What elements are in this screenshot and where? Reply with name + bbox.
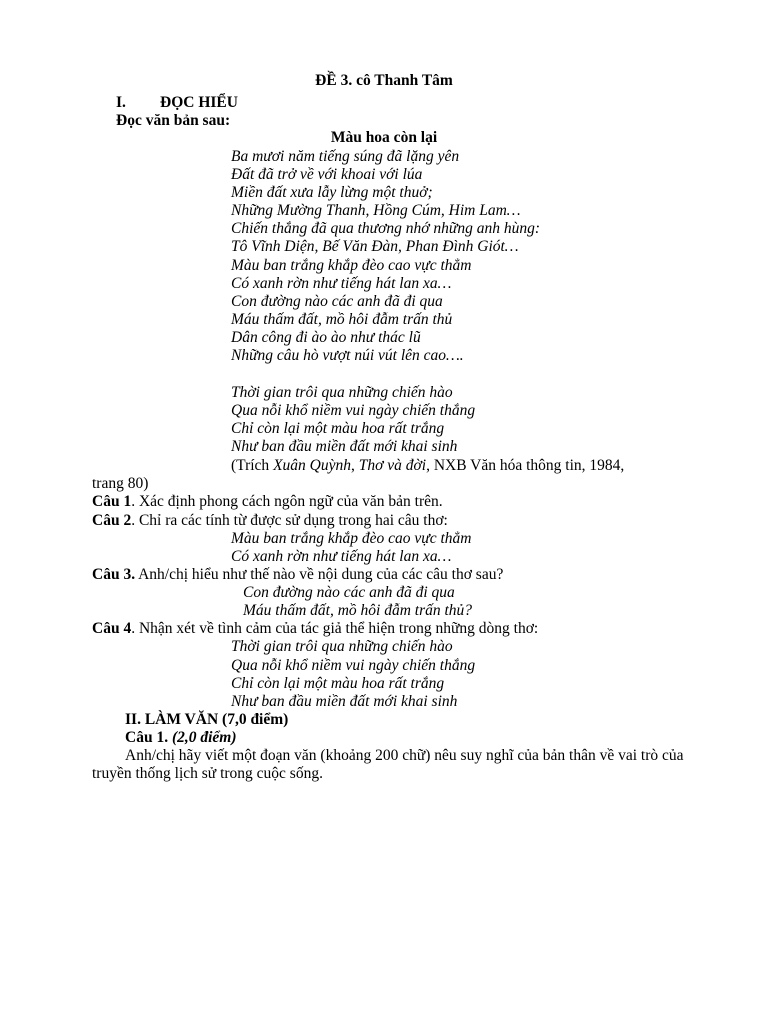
question-3-text: Anh/chị hiểu như thế nào về nội dung của các câu thơ sau?	[135, 566, 504, 583]
section1-heading: ĐỌC HIỂU	[160, 94, 238, 111]
section2-heading: II. LÀM VĂN (7,0 điểm)	[125, 711, 289, 728]
poem-line: Con đường nào các anh đã đi qua	[231, 293, 443, 310]
section1-number: I.	[116, 94, 126, 111]
source-rest: , NXB Văn hóa thông tin, 1984,	[426, 457, 625, 474]
poem-title: Màu hoa còn lại	[330, 129, 438, 146]
poem-line: Ba mươi năm tiếng súng đã lặng yên	[231, 148, 460, 165]
poem-source	[231, 457, 624, 475]
poem-line: Miền đất xưa lẫy lừng một thuở;	[231, 184, 433, 201]
question-2-label: Câu 2	[92, 512, 132, 529]
poem-line: Qua nỗi khổ niềm vui ngày chiến thắng	[231, 402, 476, 419]
question-2	[92, 512, 448, 530]
question-4-text: . Nhận xét về tình cảm của tác giả thể hiện trong những dòng thơ:	[131, 620, 539, 637]
question-4	[92, 620, 538, 638]
poem-line: Những Mường Thanh, Hồng Cúm, Him Lam…	[231, 202, 521, 219]
source-book: Thơ và đời	[358, 457, 427, 474]
poem-line: Như ban đầu miền đất mới khai sinh	[231, 438, 458, 455]
poem-line: Màu ban trắng khắp đèo cao vực thẳm	[231, 257, 472, 274]
quoted-line: Chỉ còn lại một màu hoa rất trắng	[231, 675, 445, 692]
essay-prompt: Anh/chị hãy viết một đoạn văn (khoảng 200 chữ) nêu suy nghĩ của bản thân về vai trò của truyền thống lịch sử trong cuộc sống.	[92, 747, 684, 782]
question-4-label: Câu 4	[92, 620, 132, 637]
poem-source-continued: trang 80)	[92, 475, 149, 492]
question-3	[92, 566, 503, 584]
poem-line: Máu thấm đất, mồ hôi đẫm trấn thủ	[231, 311, 453, 328]
question-1	[92, 493, 443, 511]
question-2-text: . Chỉ ra các tính từ được sử dụng trong hai câu thơ:	[131, 512, 448, 529]
poem-line: Thời gian trôi qua những chiến hào	[231, 384, 453, 401]
essay-question-1	[125, 729, 237, 747]
essay-question-label: Câu 1.	[125, 729, 169, 746]
question-1-text: . Xác định phong cách ngôn ngữ của văn bản trên.	[131, 493, 443, 510]
quoted-line: Con đường nào các anh đã đi qua	[243, 584, 455, 601]
poem-line: Chiến thắng đã qua thương nhớ những anh hùng:	[231, 220, 541, 237]
source-prefix: (Trích	[231, 457, 274, 474]
quoted-line: Màu ban trắng khắp đèo cao vực thẳm	[231, 530, 472, 547]
quoted-line: Máu thấm đất, mồ hôi đẫm trấn thủ?	[243, 602, 473, 619]
question-1-label: Câu 1	[92, 493, 132, 510]
poem-line: Những câu hò vượt núi vút lên cao….	[231, 347, 464, 364]
question-3-label: Câu 3.	[92, 566, 136, 583]
page-title: ĐỀ 3. cô Thanh Tâm	[315, 72, 453, 89]
quoted-line: Qua nỗi khổ niềm vui ngày chiến thắng	[231, 657, 476, 674]
poem-line: Dân công đi ào ào như thác lũ	[231, 329, 421, 346]
poem-line: Đất đã trở về với khoai với lúa	[231, 166, 423, 183]
poem-line: Tô Vĩnh Diện, Bế Văn Đàn, Phan Đình Giót…	[231, 238, 519, 255]
poem-line: Chỉ còn lại một màu hoa rất trắng	[231, 420, 445, 437]
source-author: Xuân Quỳnh	[273, 457, 351, 474]
essay-question-points: (2,0 điểm)	[171, 729, 237, 746]
reading-instruction: Đọc văn bản sau:	[116, 112, 231, 129]
quoted-line: Như ban đầu miền đất mới khai sinh	[231, 693, 458, 710]
poem-line: Có xanh rờn như tiếng hát lan xa…	[231, 275, 452, 292]
source-sep: ,	[350, 457, 359, 474]
quoted-line: Có xanh rờn như tiếng hát lan xa…	[231, 548, 452, 565]
quoted-line: Thời gian trôi qua những chiến hào	[231, 638, 453, 655]
